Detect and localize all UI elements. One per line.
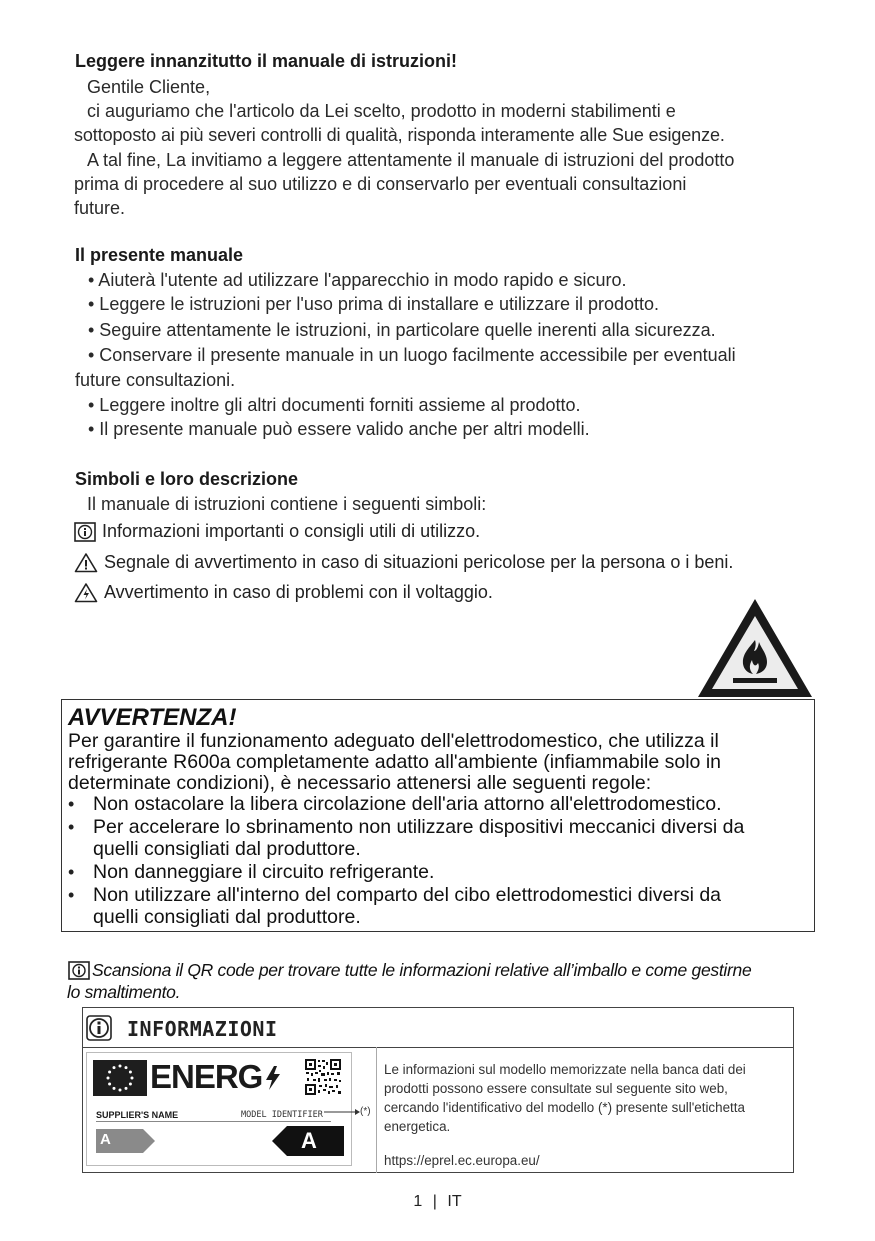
info-box (82, 1007, 794, 1173)
info-text-line: prodotti possono essere consultate sul seguente sito web, (384, 1081, 728, 1096)
symbol-row-info (74, 521, 480, 542)
info-box-header (83, 1008, 793, 1048)
model-marker: (*) (360, 1106, 371, 1117)
language-code: IT (447, 1193, 462, 1210)
info-text-line: Le informazioni sul modello memorizzate nella banca dati dei (384, 1062, 746, 1077)
intro-title: Leggere innanzitutto il manuale di istruzioni! (75, 51, 458, 71)
qr-note-line: lo smaltimento. (67, 982, 181, 1002)
symbols-title: Simboli e loro descrizione (75, 469, 299, 489)
eu-flag-icon (93, 1060, 147, 1096)
warning-bullet-text: Non ostacolare la libera circolazione dell'aria attorno all'elettrodomestico. (93, 793, 722, 815)
energy-class-right: A (301, 1128, 317, 1153)
warning-box (61, 699, 815, 932)
energy-class-left: A (100, 1131, 111, 1148)
lightning-icon (265, 1066, 281, 1090)
intro-line: A tal fine, La invitiamo a leggere attentamente il manuale di istruzioni del prodotto (87, 150, 735, 170)
symbol-text: Segnale di avvertimento in caso di situazioni pericolose per la persona o i beni. (104, 552, 734, 572)
info-text-line: energetica. (384, 1119, 451, 1134)
qr-note-line: Scansiona il QR code per trovare tutte le informazioni relative all’imballo e come gestirne (92, 960, 752, 980)
label-divider (96, 1121, 331, 1122)
manual-bullet: • Conservare il presente manuale in un luogo facilmente accessibile per eventuali (88, 345, 736, 365)
model-identifier: MODEL IDENTIFIER (241, 1110, 323, 1120)
intro-greeting: Gentile Cliente, (87, 77, 211, 97)
warning-title: AVVERTENZA! (68, 704, 237, 731)
symbols-intro: Il manuale di istruzioni contiene i seguenti simboli: (87, 494, 487, 514)
info-icon (86, 1015, 112, 1041)
flammable-hazard-icon (695, 596, 815, 700)
eprel-link[interactable]: https://eprel.ec.europa.eu/ (384, 1153, 540, 1168)
voltage-warning-icon (74, 582, 98, 603)
warning-bullet-symbol: • (68, 794, 75, 814)
warning-line: refrigerante R600a completamente adatto all'ambiente (infiammabile solo in (68, 751, 721, 773)
symbol-row-voltage (74, 582, 493, 603)
symbol-text: Avvertimento in caso di problemi con il voltaggio. (104, 582, 493, 602)
warning-bullet-text: quelli consigliati dal produttore. (93, 906, 361, 928)
symbol-row-warning (74, 552, 733, 573)
intro-line: sottoposto ai più severi controlli di qualità, risponda interamente alle Sue esigenze. (74, 125, 725, 145)
symbol-text: Informazioni importanti o consigli utili di utilizzo. (102, 521, 481, 541)
intro-line: prima di procedere al suo utilizzo e di conservarlo per eventuali consultazioni (74, 174, 687, 194)
warning-bullet-text: quelli consigliati dal produttore. (93, 838, 361, 860)
supplier-name: SUPPLIER'S NAME (96, 1110, 179, 1120)
warning-bullet-symbol: • (68, 885, 75, 905)
info-box-title: INFORMAZIONI (127, 1017, 278, 1041)
info-icon (68, 961, 90, 980)
qr-note (68, 960, 751, 1003)
pointer-arrow (324, 1107, 360, 1117)
manual-bullet: • Aiuterà l'utente ad utilizzare l'apparecchio in modo rapido e sicuro. (88, 270, 627, 290)
warning-bullet-text: Non danneggiare il circuito refrigerante. (93, 861, 435, 883)
manual-bullet: • Seguire attentamente le istruzioni, in particolare quelle inerenti alla sicurezza. (88, 320, 716, 340)
energy-label (86, 1052, 352, 1166)
qr-code-icon (304, 1058, 342, 1096)
warning-bullet-symbol: • (68, 817, 75, 837)
warning-icon (74, 552, 98, 573)
manual-bullet: • Leggere le istruzioni per l'uso prima di installare e utilizzare il prodotto. (88, 294, 660, 314)
info-text-line: cercando l'identificativo del modello (*) presente sull'etichetta (384, 1100, 745, 1115)
warning-line: Per garantire il funzionamento adeguato dell'elettrodomestico, che utilizza il (68, 730, 719, 752)
manual-title: Il presente manuale (75, 245, 244, 265)
page-footer (0, 1193, 875, 1211)
warning-line: determinate condizioni), è necessario attenersi alle seguenti regole: (68, 772, 652, 794)
page-number: 1 (413, 1193, 423, 1210)
footer-separator: | (432, 1193, 437, 1210)
warning-bullet-text: Per accelerare lo sbrinamento non utilizzare dispositivi meccanici diversi da (93, 816, 745, 838)
intro-line: ci auguriamo che l'articolo da Lei scelto, prodotto in moderni stabilimenti e (87, 101, 676, 121)
warning-bullet-symbol: • (68, 862, 75, 882)
intro-line: future. (74, 198, 126, 218)
manual-bullet: • Il presente manuale può essere valido anche per altri modelli. (88, 419, 590, 439)
info-icon (74, 522, 96, 542)
warning-bullet-text: Non utilizzare all'interno del comparto del cibo elettrodomestici diversi da (93, 884, 722, 906)
manual-bullet: • Leggere inoltre gli altri documenti forniti assieme al prodotto. (88, 395, 581, 415)
energy-brand: ENERG (150, 1058, 263, 1095)
manual-bullet-cont: future consultazioni. (75, 370, 236, 390)
info-box-divider (376, 1047, 377, 1173)
